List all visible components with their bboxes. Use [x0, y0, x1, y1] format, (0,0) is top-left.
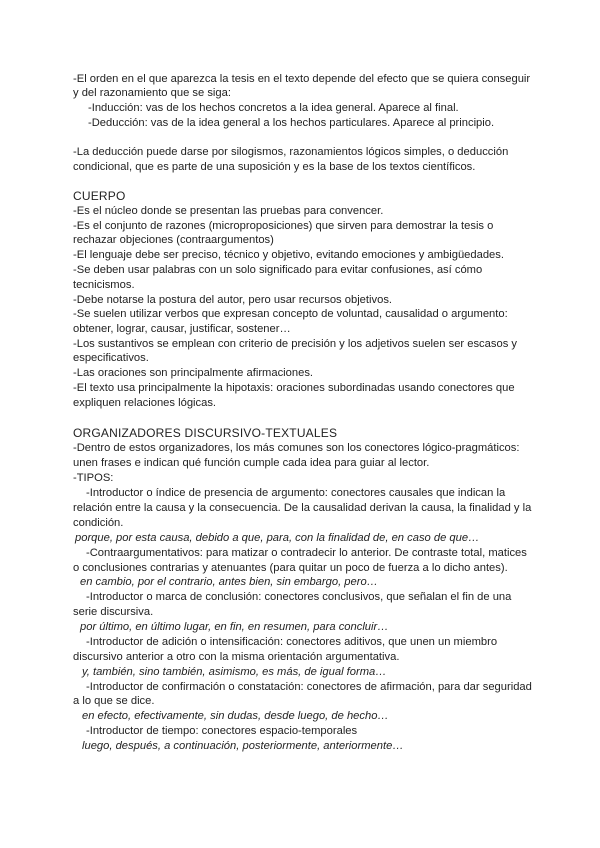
example-line: y, también, sino también, asimismo, es más, de igual forma…	[82, 666, 387, 678]
cuerpo-line: tecnicismos.	[73, 279, 135, 291]
intro-line: y del razonamiento que se siga:	[73, 87, 231, 99]
organizadores-line: unen frases e indican qué función cumple cada idea para guiar al lector.	[73, 457, 430, 469]
tipo-conclusion: -Introductor o marca de conclusión: conectores conclusivos, que señalan el fin de una	[86, 591, 512, 603]
cuerpo-line: -Las oraciones son principalmente afirmaciones.	[73, 367, 314, 379]
tipo-contraargumentativo: o conclusiones contrarias y atenuantes (para quitar un poco de fuerza a lo dicho antes).	[73, 562, 508, 574]
cuerpo-line: -Se deben usar palabras con un solo significado para evitar confusiones, así cómo	[73, 264, 483, 276]
tipo-tiempo: -Introductor de tiempo: conectores espacio-temporales	[86, 725, 358, 737]
cuerpo-line: expliquen relaciones lógicas.	[73, 397, 217, 409]
cuerpo-line: obtener, lograr, causar, justificar, sostener…	[73, 323, 291, 335]
intro-line: -La deducción puede darse por silogismos, razonamientos lógicos simples, o deducción	[73, 146, 509, 158]
tipo-argumento: condición.	[73, 517, 124, 529]
organizadores-heading: ORGANIZADORES DISCURSIVO-TEXTUALES	[73, 426, 338, 440]
example-line: en cambio, por el contrario, antes bien, sin embargo, pero…	[80, 576, 378, 588]
cuerpo-heading: CUERPO	[73, 189, 126, 203]
tipo-confirmacion: a lo que se dice.	[73, 695, 155, 707]
cuerpo-line: especificativos.	[73, 352, 149, 364]
example-line: porque, por esta causa, debido a que, para, con la finalidad de, en caso de que…	[75, 532, 480, 544]
example-line: luego, después, a continuación, posteriormente, anteriormente…	[82, 740, 404, 752]
cuerpo-line: rechazar objeciones (contraargumentos)	[73, 234, 274, 246]
example-line: por último, en último lugar, en fin, en resumen, para concluir…	[80, 621, 389, 633]
example-line: en efecto, efectivamente, sin dudas, desde luego, de hecho…	[82, 710, 389, 722]
cuerpo-line: -El texto usa principalmente la hipotaxis: oraciones subordinadas usando conectores que	[73, 382, 515, 394]
tipo-argumento: -Introductor o índice de presencia de argumento: conectores causales que indican la	[86, 487, 506, 499]
tipo-adicion: discursivo anterior a otro con la misma orientación argumentativa.	[73, 651, 400, 663]
cuerpo-line: -Se suelen utilizar verbos que expresan concepto de voluntad, causalidad o argumento:	[73, 308, 508, 320]
tipo-argumento: relación entre la causa y la consecuencia. De la causalidad derivan la causa, la finalidad y la	[73, 502, 532, 514]
induccion-item: -Inducción: vas de los hechos concretos a la idea general. Aparece al final.	[88, 102, 459, 114]
cuerpo-line: -El lenguaje debe ser preciso, técnico y objetivo, evitando emociones y ambigüedades.	[73, 249, 504, 261]
intro-line: -El orden en el que aparezca la tesis en el texto depende del efecto que se quiera conseguir	[73, 73, 531, 85]
tipo-conclusion: serie discursiva.	[73, 606, 154, 618]
tipos-label: -TIPOS:	[73, 472, 114, 484]
tipo-contraargumentativo: -Contraargumentativos: para matizar o contradecir lo anterior. De contraste total, matices	[86, 547, 527, 559]
tipo-adicion: -Introductor de adición o intensificación: conectores aditivos, que unen un miembro	[86, 636, 498, 648]
cuerpo-line: -Los sustantivos se emplean con criterio de precisión y los adjetivos suelen ser escasos y	[73, 338, 517, 350]
cuerpo-line: -Debe notarse la postura del autor, pero usar recursos objetivos.	[73, 294, 393, 306]
deduccion-item: -Deducción: vas de la idea general a los hechos particulares. Aparece al principio.	[88, 117, 495, 129]
organizadores-line: -Dentro de estos organizadores, los más comunes son los conectores lógico-pragmáticos:	[73, 442, 520, 454]
intro-line: condicional, que es parte de una suposición y es la base de los textos científicos.	[73, 161, 476, 173]
cuerpo-line: -Es el núcleo donde se presentan las pruebas para convencer.	[73, 205, 384, 217]
tipo-confirmacion: -Introductor de confirmación o constatación: conectores de afirmación, para dar seguridad	[86, 681, 532, 693]
cuerpo-line: -Es el conjunto de razones (microproposiciones) que sirven para demostrar la tesis o	[73, 220, 494, 232]
